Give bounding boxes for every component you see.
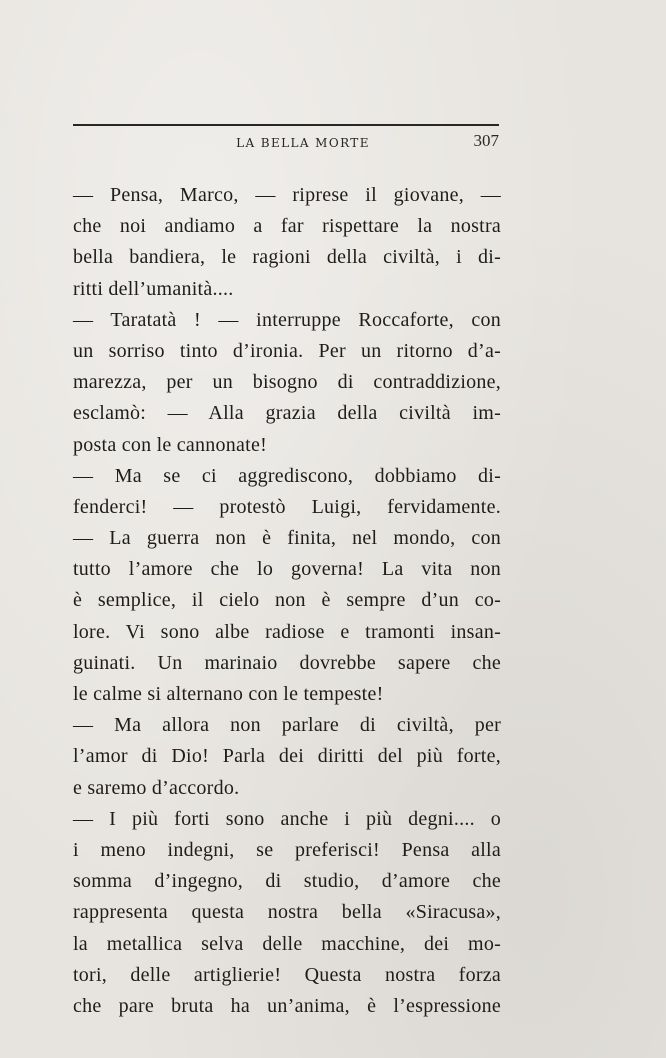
text-line: posta con le cannonate! bbox=[73, 433, 268, 456]
text-line: ritti dell’umanità.... bbox=[73, 277, 234, 300]
text-line: che pare bruta ha un’anima, è l’espressione bbox=[73, 994, 501, 1017]
text-line: — Ma se ci aggrediscono, dobbiamo di- bbox=[73, 464, 501, 487]
text-line: — La guerra non è finita, nel mondo, con bbox=[73, 527, 501, 550]
text-line: lore. Vi sono albe radiose e tramonti insan- bbox=[73, 620, 501, 643]
text-line: bella bandiera, le ragioni della civiltà, i di- bbox=[73, 246, 501, 269]
text-line: — Pensa, Marco, — riprese il giovane, — bbox=[73, 184, 501, 206]
text-line: tori, delle artiglierie! Questa nostra forza bbox=[73, 963, 501, 986]
text-line: l’amor di Dio! Parla dei diritti del più forte, bbox=[73, 745, 501, 768]
text-line: somma d’ingegno, di studio, d’amore che bbox=[73, 870, 501, 893]
text-line: è semplice, il cielo non è sempre d’un co- bbox=[73, 589, 501, 612]
text-line: e saremo d’accordo. bbox=[73, 776, 240, 799]
text-line: un sorriso tinto d’ironia. Per un ritorno d’a- bbox=[73, 339, 501, 362]
page-number: 307 bbox=[473, 131, 499, 150]
text-line: fenderci! — protestò Luigi, fervidamente. bbox=[73, 495, 501, 518]
text-line: i meno indegni, se preferisci! Pensa alla bbox=[73, 838, 501, 861]
running-title: LA BELLA MORTE bbox=[236, 136, 370, 150]
text-line: — I più forti sono anche i più degni.... o bbox=[73, 807, 501, 830]
text-line: che noi andiamo a far rispettare la nostra bbox=[73, 215, 501, 238]
header-rule bbox=[73, 124, 499, 126]
text-line: — Taratatà ! — interruppe Roccaforte, con bbox=[73, 308, 501, 331]
text-line: marezza, per un bisogno di contraddizione, bbox=[73, 371, 501, 394]
text-line: le calme si alternano con le tempeste! bbox=[73, 683, 384, 705]
page-header bbox=[73, 131, 499, 157]
text-line: la metallica selva delle macchine, dei mo- bbox=[73, 932, 501, 955]
text-line: esclamò: — Alla grazia della civiltà im- bbox=[73, 402, 501, 425]
text-line: rappresenta questa nostra bella «Siracusa», bbox=[73, 901, 501, 924]
text-line: tutto l’amore che lo governa! La vita non bbox=[73, 558, 501, 581]
body-text bbox=[73, 180, 501, 1022]
text-line: guinati. Un marinaio dovrebbe sapere che bbox=[73, 651, 501, 674]
text-line: — Ma allora non parlare di civiltà, per bbox=[73, 714, 501, 737]
